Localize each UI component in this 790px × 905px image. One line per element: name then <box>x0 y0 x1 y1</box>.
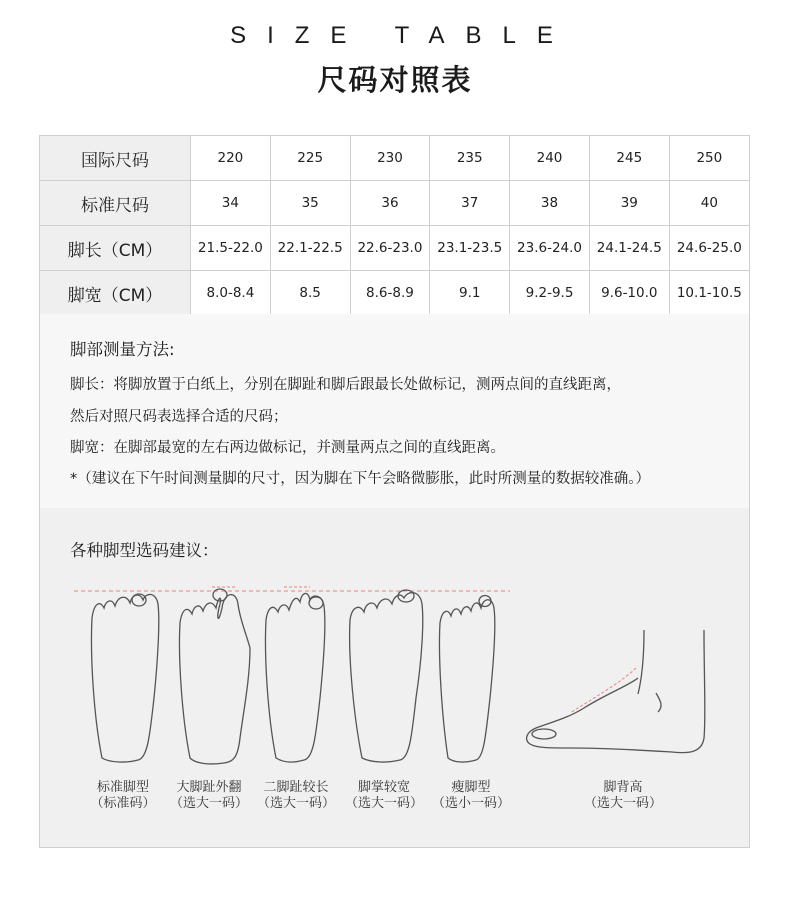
table-cell: 40 <box>669 181 749 226</box>
table-cell: 245 <box>589 136 669 181</box>
table-cell: 38 <box>510 181 590 226</box>
table-cell: 250 <box>669 136 749 181</box>
foot-type-caption-slim <box>421 780 521 812</box>
foot-type-advice: （标准码） <box>90 796 156 811</box>
table-cell: 9.2-9.5 <box>510 271 590 316</box>
foot-type-name: 大脚趾外翻 <box>176 780 242 795</box>
table-cell: 24.6-25.0 <box>669 226 749 271</box>
table-row <box>40 226 749 271</box>
size-table <box>40 136 749 316</box>
table-cell: 35 <box>270 181 350 226</box>
table-cell: 36 <box>350 181 430 226</box>
measurement-method-section <box>40 314 749 509</box>
foot-bunion-illustration <box>179 589 250 764</box>
method-line: 然后对照尺码表选择合适的尺码； <box>70 409 288 425</box>
method-line: 脚宽：在脚部最宽的左右两边做标记，并测量两点之间的直线距离。 <box>70 440 505 456</box>
table-cell: 10.1-10.5 <box>669 271 749 316</box>
table-cell: 23.6-24.0 <box>510 226 590 271</box>
foot-type-name: 瘦脚型 <box>451 780 491 795</box>
table-cell: 37 <box>430 181 510 226</box>
table-cell: 220 <box>191 136 271 181</box>
foot-high-instep-illustration <box>527 630 705 753</box>
foot-type-caption-bunion <box>159 780 259 812</box>
table-cell: 22.6-23.0 <box>350 226 430 271</box>
table-cell: 8.5 <box>270 271 350 316</box>
table-row <box>40 136 749 181</box>
foot-type-name: 标准脚型 <box>96 780 149 795</box>
title-chinese: 尺码对照表 <box>317 63 473 97</box>
foot-type-advice: （选大一码） <box>169 796 248 811</box>
row-label: 脚宽（CM） <box>40 271 191 316</box>
foot-type-caption-standard <box>73 780 173 812</box>
foot-type-name: 脚背高 <box>603 780 643 795</box>
method-line: *（建议在下午时间测量脚的尺寸，因为脚在下午会略微膨胀，此时所测量的数据较准确。） <box>70 471 650 487</box>
size-panel <box>39 135 750 848</box>
table-cell: 24.1-24.5 <box>589 226 669 271</box>
table-cell: 9.6-10.0 <box>589 271 669 316</box>
foot-type-advice: （选大一码） <box>344 796 423 811</box>
instep-guide-line <box>570 668 636 713</box>
table-cell: 225 <box>270 136 350 181</box>
row-label: 脚长（CM） <box>40 226 191 271</box>
table-cell: 9.1 <box>430 271 510 316</box>
foot-type-caption-long-second-toe <box>246 780 346 812</box>
row-label: 国际尺码 <box>40 136 191 181</box>
title-english: SIZE TABLE <box>230 22 574 49</box>
row-label: 标准尺码 <box>40 181 191 226</box>
foot-type-advice: （选小一码） <box>431 796 510 811</box>
method-line: 脚长：将脚放置于白纸上，分别在脚趾和脚后跟最长处做标记，测两点间的直线距离， <box>70 377 621 393</box>
table-row <box>40 271 749 316</box>
table-cell: 240 <box>510 136 590 181</box>
foot-standard-illustration <box>91 594 158 762</box>
advice-heading: 各种脚型选码建议： <box>70 541 219 560</box>
foot-type-advice-section <box>40 508 749 847</box>
table-cell: 8.6-8.9 <box>350 271 430 316</box>
foot-type-advice: （选大一码） <box>583 796 662 811</box>
table-cell: 21.5-22.0 <box>191 226 271 271</box>
foot-type-caption-high-instep <box>573 780 673 812</box>
table-cell: 22.1-22.5 <box>270 226 350 271</box>
foot-slim-illustration <box>439 596 494 763</box>
table-cell: 34 <box>191 181 271 226</box>
foot-type-name: 脚掌较宽 <box>357 780 410 795</box>
foot-wide-forefoot-illustration <box>350 590 423 762</box>
table-cell: 235 <box>430 136 510 181</box>
method-heading: 脚部测量方法: <box>70 340 175 359</box>
table-cell: 230 <box>350 136 430 181</box>
foot-type-name: 二脚趾较长 <box>263 780 329 795</box>
foot-type-caption-wide <box>334 780 434 812</box>
table-cell: 8.0-8.4 <box>191 271 271 316</box>
foot-long-second-toe-illustration <box>265 593 324 762</box>
table-cell: 39 <box>589 181 669 226</box>
table-row <box>40 181 749 226</box>
table-cell: 23.1-23.5 <box>430 226 510 271</box>
foot-type-advice: （选大一码） <box>256 796 335 811</box>
